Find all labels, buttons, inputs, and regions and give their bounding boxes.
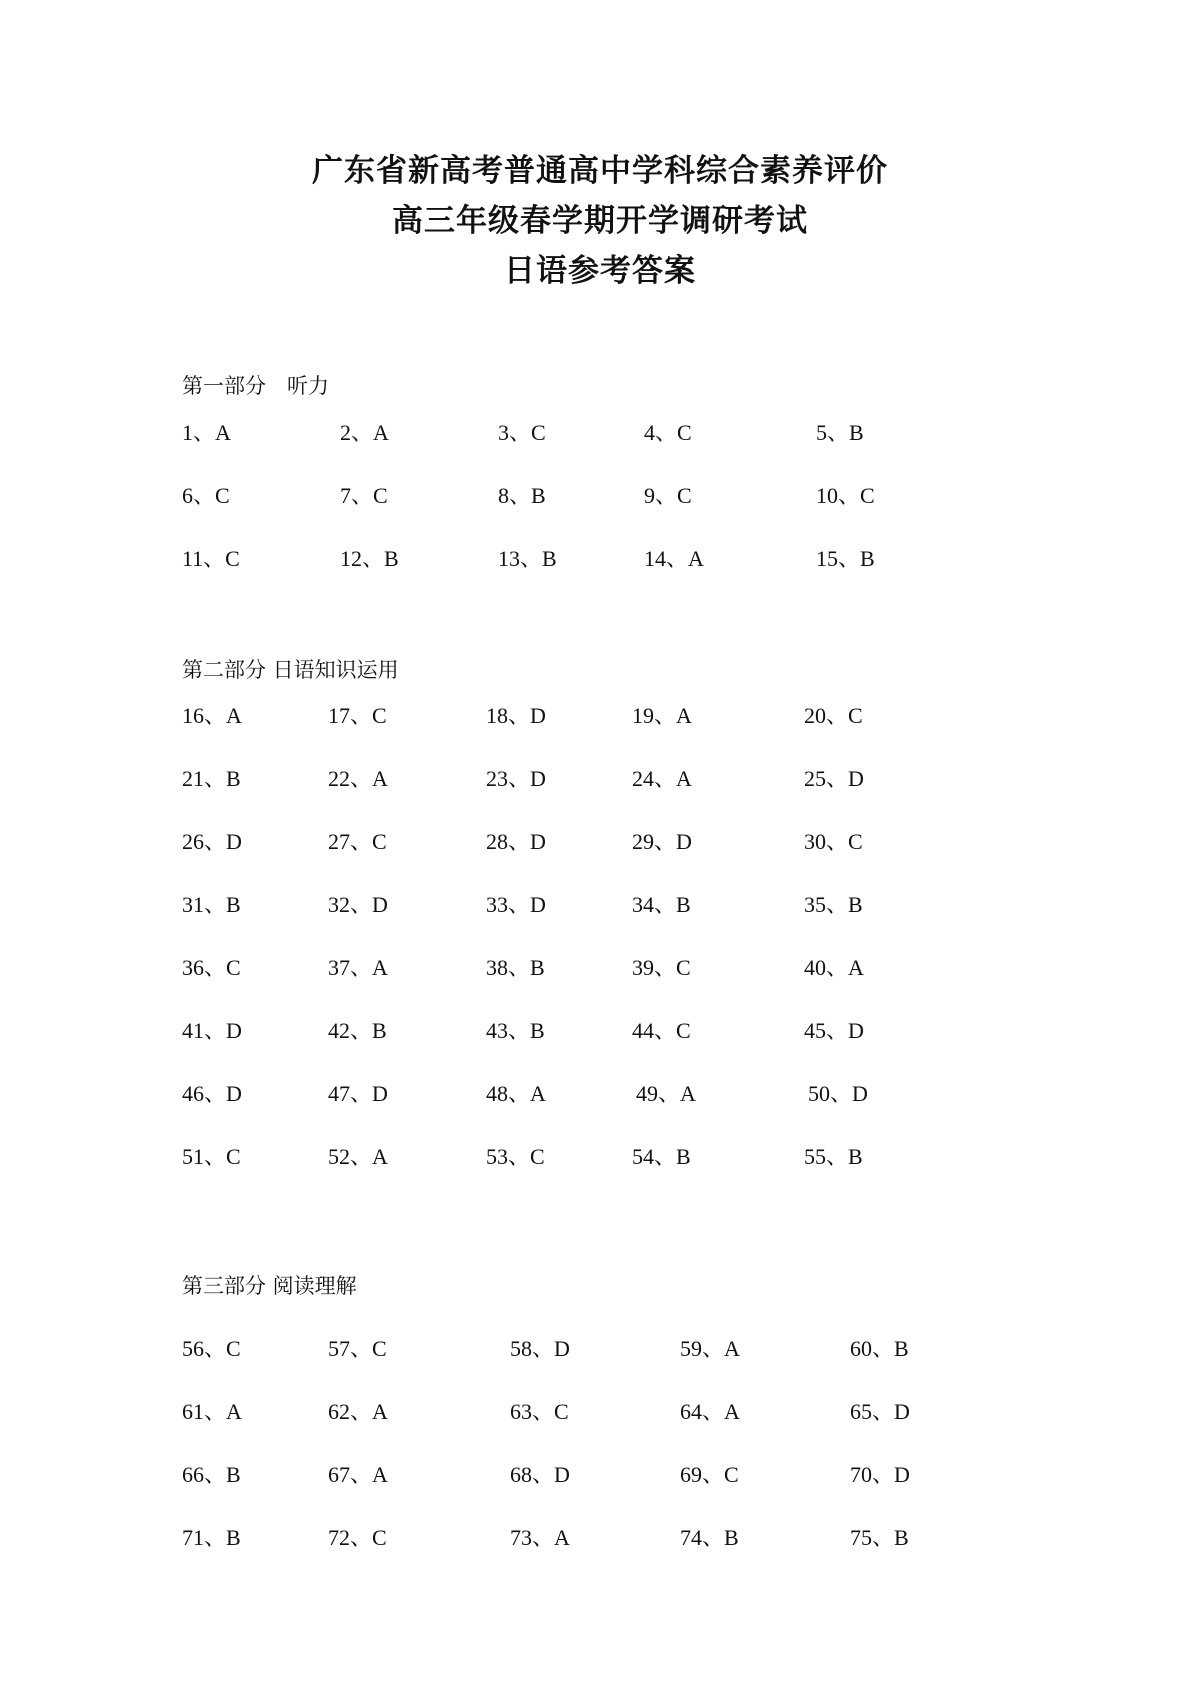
title-line-3: 日语参考答案 [504,253,696,289]
answer-item: 11、C [182,546,240,571]
answer-item: 9、C [644,483,692,508]
answer-item: 16、A [182,703,242,728]
answer-item: 17、C [328,703,387,728]
answer-item: 39、C [632,955,691,980]
answer-item: 31、B [182,892,241,917]
answer-item: 74、B [680,1525,739,1550]
answer-item: 62、A [328,1399,388,1424]
answer-item: 60、B [850,1336,909,1361]
answer-item: 36、C [182,955,241,980]
answer-item: 14、A [644,546,704,571]
answer-item: 43、B [486,1018,545,1043]
answer-item: 51、C [182,1144,241,1169]
answer-item: 35、B [804,892,863,917]
answer-item: 56、C [182,1336,241,1361]
answer-item: 34、B [632,892,691,917]
answer-item: 4、C [644,420,692,445]
answer-item: 5、B [816,420,864,445]
answer-item: 48、A [486,1081,546,1106]
answer-item: 75、B [850,1525,909,1550]
answer-item: 21、B [182,766,241,791]
answer-item: 54、B [632,1144,691,1169]
title-line-2: 高三年级春学期开学调研考试 [392,203,808,239]
answer-item: 44、C [632,1018,691,1043]
answer-item: 12、B [340,546,399,571]
section-heading-listening: 第一部分 听力 [182,374,329,398]
answer-item: 37、A [328,955,388,980]
answer-item: 72、C [328,1525,387,1550]
answer-item: 8、B [498,483,546,508]
answer-item: 59、A [680,1336,740,1361]
answer-item: 10、C [816,483,875,508]
answer-item: 45、D [804,1018,864,1043]
answer-item: 46、D [182,1081,242,1106]
answer-item: 6、C [182,483,230,508]
answer-item: 20、C [804,703,863,728]
answer-item: 1、A [182,420,231,445]
answer-item: 53、C [486,1144,545,1169]
answer-item: 61、A [182,1399,242,1424]
answer-item: 63、C [510,1399,569,1424]
section-heading-reading: 第三部分 阅读理解 [182,1274,357,1298]
answer-item: 40、A [804,955,864,980]
answer-item: 50、D [808,1081,868,1106]
answer-item: 13、B [498,546,557,571]
answer-item: 32、D [328,892,388,917]
answer-item: 57、C [328,1336,387,1361]
answer-item: 3、C [498,420,546,445]
answer-item: 27、C [328,829,387,854]
answer-item: 19、A [632,703,692,728]
answer-item: 58、D [510,1336,570,1361]
answer-item: 67、A [328,1462,388,1487]
answer-item: 55、B [804,1144,863,1169]
answer-item: 64、A [680,1399,740,1424]
answer-item: 71、B [182,1525,241,1550]
answer-item: 69、C [680,1462,739,1487]
answer-item: 25、D [804,766,864,791]
answer-item: 49、A [636,1081,696,1106]
answer-item: 7、C [340,483,388,508]
answer-item: 29、D [632,829,692,854]
answer-item: 73、A [510,1525,570,1550]
answer-item: 2、A [340,420,389,445]
answer-item: 68、D [510,1462,570,1487]
section-heading-japanese-knowledge: 第二部分 日语知识运用 [182,658,399,682]
answer-item: 66、B [182,1462,241,1487]
answer-item: 30、C [804,829,863,854]
document-title [0,146,1200,296]
answer-item: 18、D [486,703,546,728]
answer-item: 47、D [328,1081,388,1106]
answer-item: 70、D [850,1462,910,1487]
answer-item: 41、D [182,1018,242,1043]
answer-item: 15、B [816,546,875,571]
answer-item: 33、D [486,892,546,917]
answer-item: 38、B [486,955,545,980]
answer-item: 28、D [486,829,546,854]
answer-item: 52、A [328,1144,388,1169]
title-line-1: 广东省新高考普通高中学科综合素养评价 [312,153,888,189]
answer-item: 26、D [182,829,242,854]
answer-item: 24、A [632,766,692,791]
answer-item: 65、D [850,1399,910,1424]
answer-item: 23、D [486,766,546,791]
answer-item: 42、B [328,1018,387,1043]
answer-item: 22、A [328,766,388,791]
